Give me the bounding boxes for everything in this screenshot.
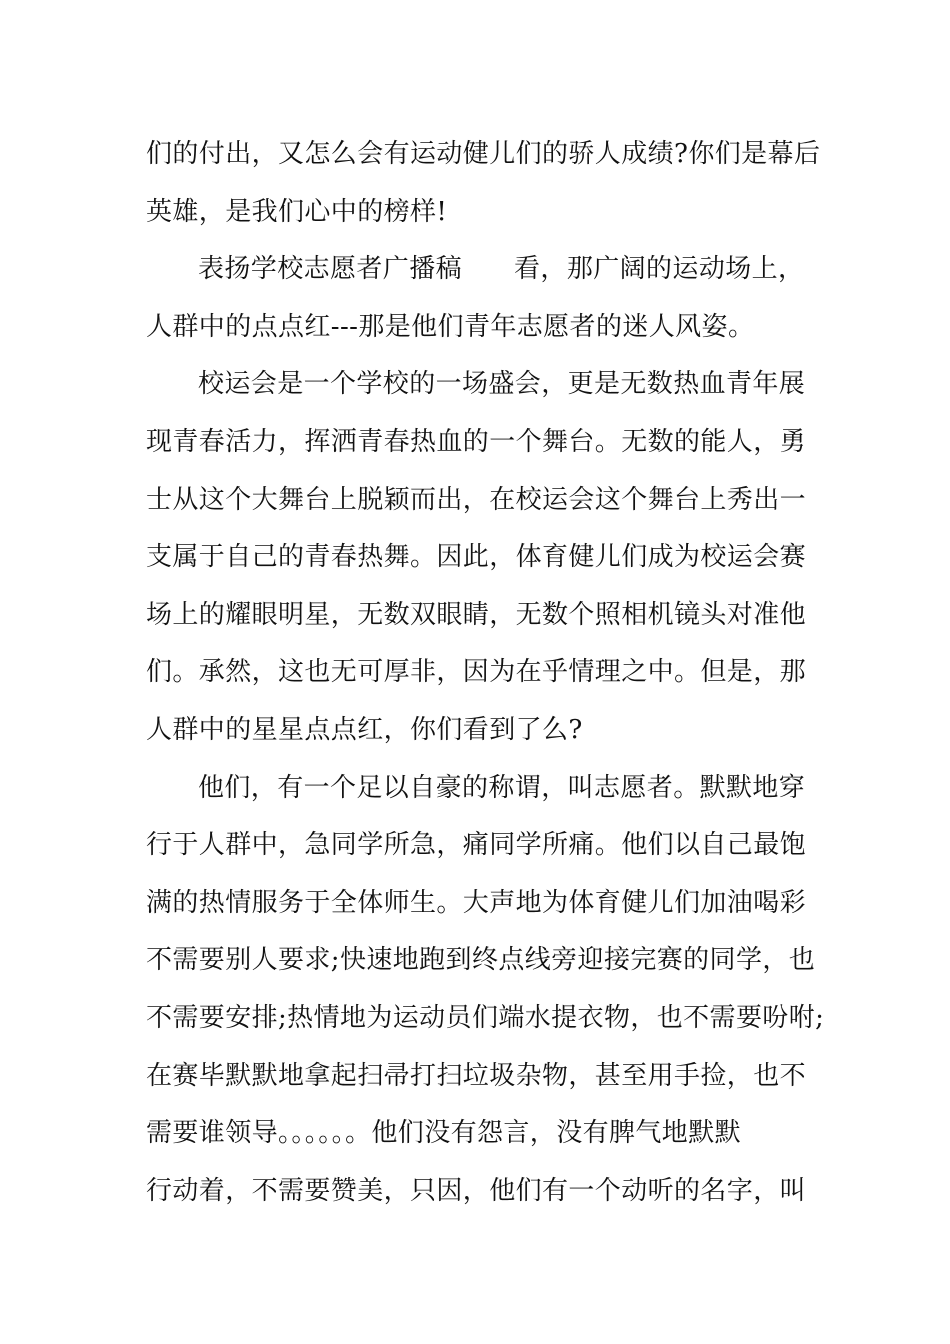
text-line: 人群中的星星点点红，你们看到了么? [146, 714, 583, 745]
text-line: 英雄，是我们心中的榜样! [146, 196, 448, 227]
text-line: 现青春活力，挥洒青春热血的一个舞台。无数的能人，勇 [146, 426, 807, 457]
text-line: 在赛毕默默地拿起扫帚打扫垃圾杂物，甚至用手捡，也不 [146, 1060, 807, 1091]
text-line: 行动着，不需要赞美，只因，他们有一个动听的名字，叫 [146, 1175, 807, 1206]
text-line: 不需要安排;热情地为运动员们端水提衣物，也不需要吩咐; [146, 1002, 825, 1033]
text-line: 们。承然，这也无可厚非，因为在乎情理之中。但是，那 [146, 657, 807, 688]
text-line: 需要谁领导。。。。。。他们没有怨言，没有脾气地默默 [146, 1118, 742, 1149]
text-line: 场上的耀眼明星，无数双眼睛，无数个照相机镜头对准他 [146, 599, 807, 630]
text-line: 士从这个大舞台上脱颖而出，在校运会这个舞台上秀出一 [146, 484, 807, 515]
inline-title: 表扬学校志愿者广播稿 [198, 254, 463, 285]
text-fragment: 看，那广阔的运动场上， [514, 254, 805, 285]
text-line-with-title [146, 241, 816, 299]
text-line: 们的付出，又怎么会有运动健儿们的骄人成绩?你们是幕后 [146, 139, 821, 169]
document-body [146, 126, 825, 1220]
paragraph-start-line: 他们，有一个足以自豪的称谓，叫志愿者。默默地穿 [198, 772, 806, 803]
paragraph-start-line: 校运会是一个学校的一场盛会，更是无数热血青年展 [198, 369, 806, 400]
text-line: 不需要别人要求;快速地跑到终点线旁迎接完赛的同学，也 [146, 945, 816, 976]
text-line: 支属于自己的青春热舞。因此，体育健儿们成为校运会赛 [146, 542, 807, 573]
text-line: 满的热情服务于全体师生。大声地为体育健儿们加油喝彩 [146, 887, 807, 918]
text-line: 人群中的点点红---那是他们青年志愿者的迷人风姿。 [146, 311, 755, 342]
text-line: 行于人群中，急同学所急，痛同学所痛。他们以自己最饱 [146, 830, 807, 861]
